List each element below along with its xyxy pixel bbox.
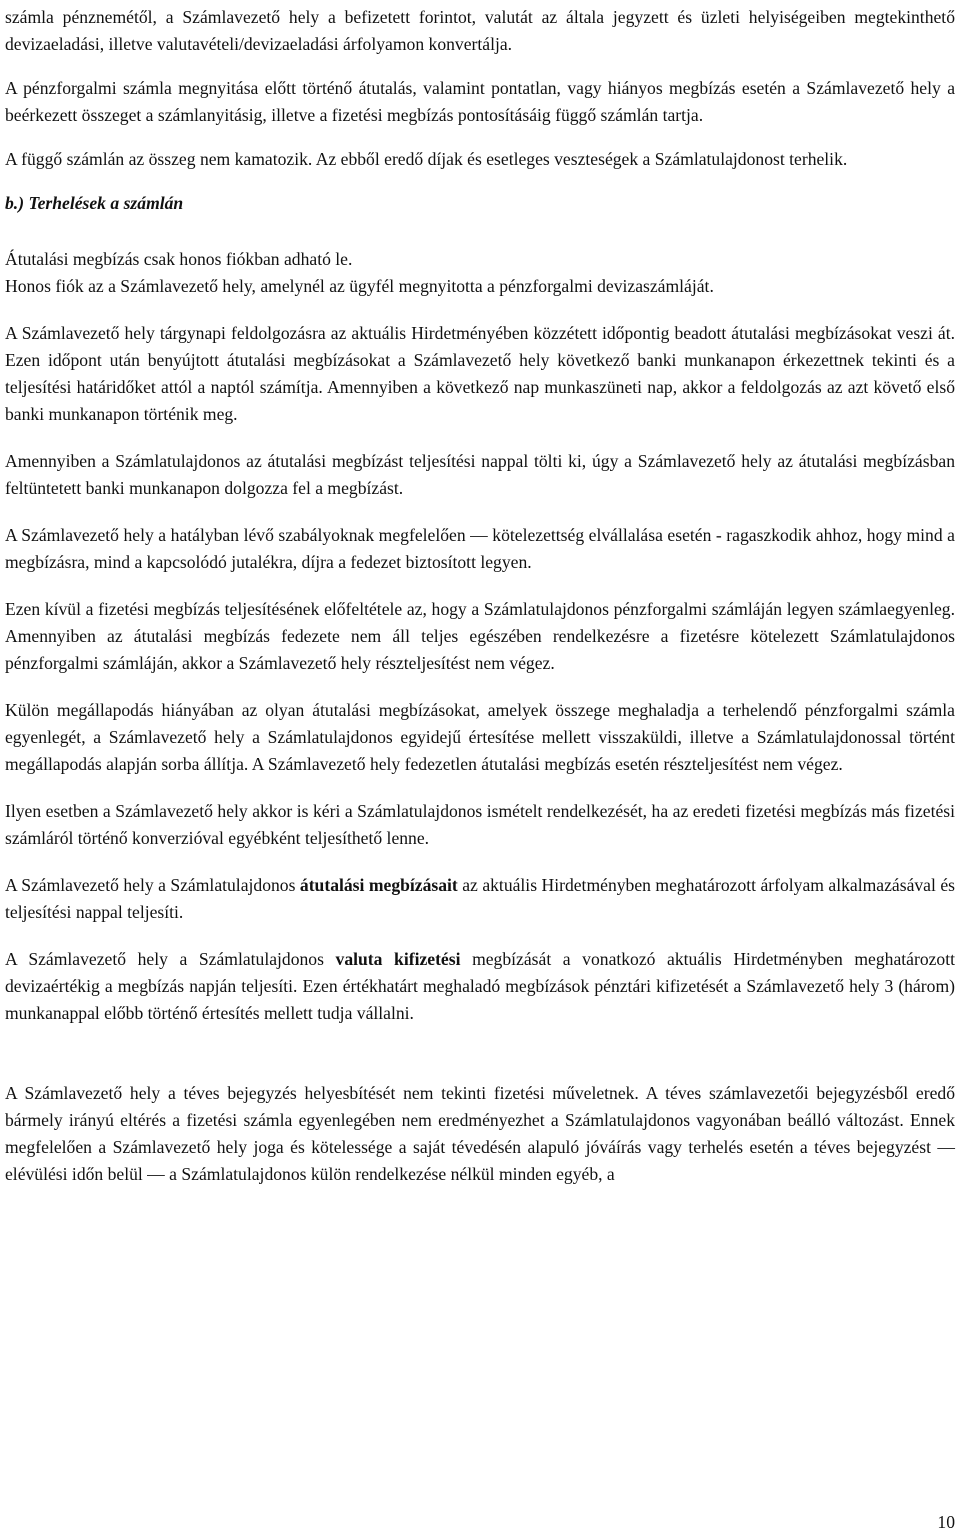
paragraph-processing-deadline: A Számlavezető hely tárgynapi feldolgozásra az aktuális Hirdetményében közzétett időpontig beadott átutalási megbízásokat veszi át. Ezen időpont után benyújtott átutalási megbízásokat a Számlavezető hely következő banki munkanapon érkezettnek tekinti és a teljesítési határidőket attól a naptól számítja. Amennyiben a következő nap munkaszüneti nap, akkor a feldolgozás az azt követő első banki munkanapon történik meg.: [5, 323, 955, 424]
text-segment: A Számlavezető hely a Számlatulajdonos: [5, 875, 300, 895]
document-page: [5, 0, 955, 1188]
paragraph-balance-condition: Ezen kívül a fizetési megbízás teljesítésének előfeltétele az, hogy a Számlatulajdonos pénzforgalmi számláján legyen számlaegyenleg. Amennyiben az átutalási megbízás fedezete nem áll teljes egészében rendelkezésre a fizetésre kötelezett Számlatulajdonos pénzforgalmi számláján, akkor a Számlavezető hely részteljesítést nem végez.: [5, 599, 955, 673]
paragraph-transfer-orders: [5, 872, 955, 926]
text-segment: A Számlavezető hely a Számlatulajdonos: [5, 949, 336, 969]
paragraph-home-branch-line1: Átutalási megbízás csak honos fiókban adható le.: [5, 249, 353, 269]
text-segment: az aktuális Hirdetményben meghatározott árfolyam alkalmazásával és teljesítési nappal teljesíti.: [5, 875, 955, 922]
paragraph-erroneous-entry: A Számlavezető hely a téves bejegyzés helyesbítését nem tekinti fizetési műveletnek. A téves számlavezetői bejegyzésből eredő bármely irányú eltérés a fizetési számla egyenlegében nem eredményezhet a Számlatulajdonos vagyonában beálló változást. Ennek megfelelően a Számlavezető hely joga és kötelessége a saját tévedésén alapuló jóváírás vagy terhelés esetén a téves bejegyzést — elévülési időn belül — a Számlatulajdonos külön rendelkezése nélkül minden egyéb, a: [5, 1083, 955, 1184]
paragraph-no-interest: A függő számlán az összeg nem kamatozik. Az ebből eredő díjak és esetleges veszteségek a Számlatulajdonost terhelik.: [5, 149, 848, 169]
paragraph-value-date: Amennyiben a Számlatulajdonos az átutalási megbízást teljesítési nappal tölti ki, úgy a Számlavezető hely az átutalási megbízásban feltüntetett banki munkanapon dolgozza fel a megbízást.: [5, 451, 955, 498]
paragraph-home-branch-line2: Honos fiók az a Számlavezető hely, amelynél az ügyfél megnyitotta a pénzforgalmi devizaszámláját.: [5, 276, 714, 296]
emphasis-transfer-orders: átutalási megbízásait: [299, 875, 458, 895]
paragraph-repeated-order: Ilyen esetben a Számlavezető hely akkor is kéri a Számlatulajdonos ismételt rendelkezését, ha az eredeti fizetési megbízás más fizetési számláról történő konverzióval egyébként teljesíthető lenne.: [5, 801, 955, 848]
emphasis-cash-withdrawal: valuta kifizetési: [335, 949, 461, 969]
page-number: 10: [937, 1512, 955, 1532]
text-segment: megbízását a vonatkozó aktuális Hirdetményben meghatározott devizaértékig a megbízás napján teljesíti. Ezen értékhatárt meghaladó megbízások pénztári kifizetését a Számlavezető hely 3 (három) munkanappal előbb történő értesítés mellett tudja vállalni.: [5, 949, 956, 1023]
section-heading: b.) Terhelések a számlán: [5, 193, 184, 213]
paragraph-coverage: A Számlavezető hely a hatályban lévő szabályoknak megfelelően — kötelezettség elvállalása esetén - ragaszkodik ahhoz, hogy mind a megbízásra, mind a kapcsolódó jutalékra, díjra a fedezet biztosított legyen.: [5, 525, 955, 572]
paragraph-insufficient-funds: Külön megállapodás hiányában az olyan átutalási megbízásokat, amelyek összege meghaladja a terhelendő pénzforgalmi számla egyenlegét, a Számlavezető hely a Számlatulajdonos egyidejű értesítése mellett visszaküldi, illetve a Számlatulajdonossal történt megállapodás alapján sorba állítja. A Számlavezető hely fedezetlen átutalási megbízás esetén részteljesítést nem végez.: [5, 700, 955, 774]
paragraph-cash-withdrawal: [5, 946, 955, 1027]
paragraph-pending-account: A pénzforgalmi számla megnyitása előtt történő átutalás, valamint pontatlan, vagy hiányos megbízás esetén a Számlavezető hely a beérkezett összeget a számlanyitásig, illetve a fizetési megbízás pontosításáig függő számlán tartja.: [5, 78, 955, 125]
paragraph-conversion: számla pénznemétől, a Számlavezető hely a befizetett forintot, valutát az általa jegyzett és üzleti helyiségeiben megtekinthető devizaeladási, illetve valutavételi/devizaeladási árfolyamon konvertálja.: [5, 7, 955, 54]
